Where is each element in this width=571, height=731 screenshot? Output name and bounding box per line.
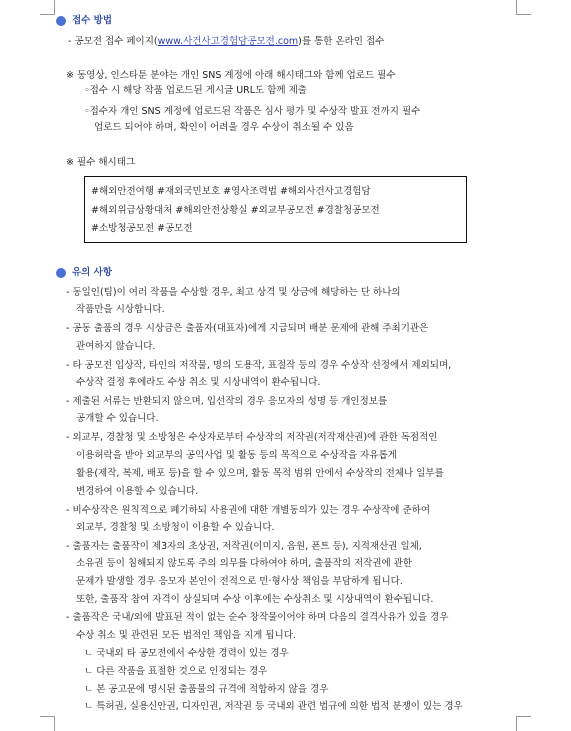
required-hashtags-label: ※ 필수 해시태그: [66, 157, 136, 168]
disqualification-item: ㄴ 국내외 타 공모전에서 수상한 경력이 있는 경우: [84, 648, 289, 659]
section-title: 유의 사항: [72, 267, 113, 278]
section-heading-notes: [56, 266, 256, 279]
notice-line: 관여하지 않습니다.: [76, 341, 156, 352]
note-upload-required: ◦접수자 개인 SNS 계정에 업로드된 작품은 심사 평가 및 수상작 발표 전까지 필수: [84, 106, 421, 117]
notice-line: - 외교부, 경찰청 및 소방청은 수상자로부터 수상작의 저작권(저작재산권)에 관한 독점적인: [66, 432, 438, 443]
notice-line: 공개할 수 있습니다.: [76, 413, 159, 424]
notice-line: 활용(제작, 복제, 배포 등)을 할 수 있으며, 활동 목적 범위 안에서 수상작의 전체나 일부를: [76, 468, 444, 479]
notice-line: 문제가 발생할 경우 응모자 본인이 전적으로 민·형사상 책임을 부담하게 됩니다.: [76, 576, 403, 587]
section-heading-submission: [56, 14, 256, 27]
notice-line: 변경하여 이용할 수 있습니다.: [76, 486, 199, 497]
notice-line: 작품만을 시상합니다.: [76, 304, 165, 315]
notice-line: 이용허락을 받아 외교부의 공익사업 및 활동 등의 목적으로 수상작을 자유롭게: [76, 450, 397, 461]
hashtag-line: #해외위급상황대처 #해외안전상황실 #외교부공모전 #경찰청공모전: [91, 205, 380, 216]
page-corner-mark: [40, 0, 55, 15]
bullet-dot-icon: [56, 16, 66, 26]
notice-line: - 출품자는 출품작이 제3자의 초상권, 저작권(이미지, 음원, 폰트 등), 지적재산권 일체,: [66, 541, 422, 552]
notice-line: - 공동 출품의 경우 시상금은 출품자(대표자)에게 지급되며 배분 문제에 관해 주최기관은: [66, 323, 429, 334]
submission-method-line: [68, 35, 384, 48]
notice-line: - 제출된 서류는 반환되지 않으며, 입선작의 경우 응모자의 성명 등 개인정보를: [66, 396, 388, 407]
page-corner-mark: [40, 716, 55, 731]
text-suffix: )를 통한 온라인 접수: [298, 36, 385, 47]
bullet-dot-icon: [56, 268, 66, 278]
text-prefix: - 공모전 접수 페이지(: [68, 36, 158, 47]
disqualification-item: ㄴ 본 공고문에 명시된 출품물의 규격에 적합하지 않을 경우: [84, 684, 329, 695]
notice-line: - 타 공모전 입상작, 타인의 저작물, 명의 도용작, 표절작 등의 경우 수상작 선정에서 제외되며,: [66, 360, 452, 371]
hashtag-line: #해외안전여행 #재외국민보호 #영사조력법 #해외사건사고경험담: [91, 186, 371, 197]
note-upload-required-cont: 업로드 되어야 하며, 확인이 어려울 경우 수상이 취소될 수 있음: [94, 122, 354, 133]
note-url-submit: ◦접수 시 해당 작품 업로드된 게시글 URL도 함께 제출: [84, 85, 307, 96]
submission-url-link[interactable]: www.사건사고경험담공모전.com: [157, 36, 299, 47]
notice-line: - 동일인(팀)이 여러 작품을 수상할 경우, 최고 상격 및 상금에 해당하는 단 하나의: [66, 287, 401, 298]
note-sns-upload: ※ 동영상, 인스타툰 분야는 개인 SNS 계정에 아래 해시태그와 함께 업로드 필수: [66, 70, 396, 81]
hashtag-line: #소방청공모전 #공모전: [91, 223, 193, 234]
disqualification-item: ㄴ 특허권, 실용신안권, 디자인권, 저작권 등 국내외 관련 법규에 의한 법적 분쟁이 있는 경우: [84, 701, 463, 712]
page-corner-mark: [516, 0, 531, 15]
notice-line: 소유권 등이 침해되지 않도록 주의 의무를 다하여야 하며, 출품작의 저작권에 관한: [76, 558, 413, 569]
notice-line: - 출품작은 국내/외에 발표된 적이 없는 순수 창작물이어야 하며 다음의 결격사유가 있을 경우: [66, 612, 449, 623]
disqualification-item: ㄴ 다른 작품을 표절한 것으로 인정되는 경우: [84, 666, 268, 677]
notice-line: 또한, 출품작 참여 자격이 상실되며 수상 이후에는 수상취소 및 시상내역이 환수됩니다.: [76, 594, 434, 605]
page-corner-mark: [516, 716, 531, 731]
notice-line: 외교부, 경찰청 및 소방청이 이용할 수 있습니다.: [76, 522, 275, 533]
section-title: 접수 방법: [72, 15, 113, 26]
notice-line: 수상 취소 및 관련된 모든 법적인 책임을 지게 됩니다.: [76, 630, 296, 641]
notice-line: - 비수상작은 원칙적으로 폐기하되 사용권에 대한 개별동의가 있는 경우 수상작에 준하여: [66, 505, 430, 516]
notice-line: 수상작 결정 후에라도 수상 취소 및 시상내역이 환수됩니다.: [76, 377, 321, 388]
hashtag-box: [84, 176, 467, 243]
